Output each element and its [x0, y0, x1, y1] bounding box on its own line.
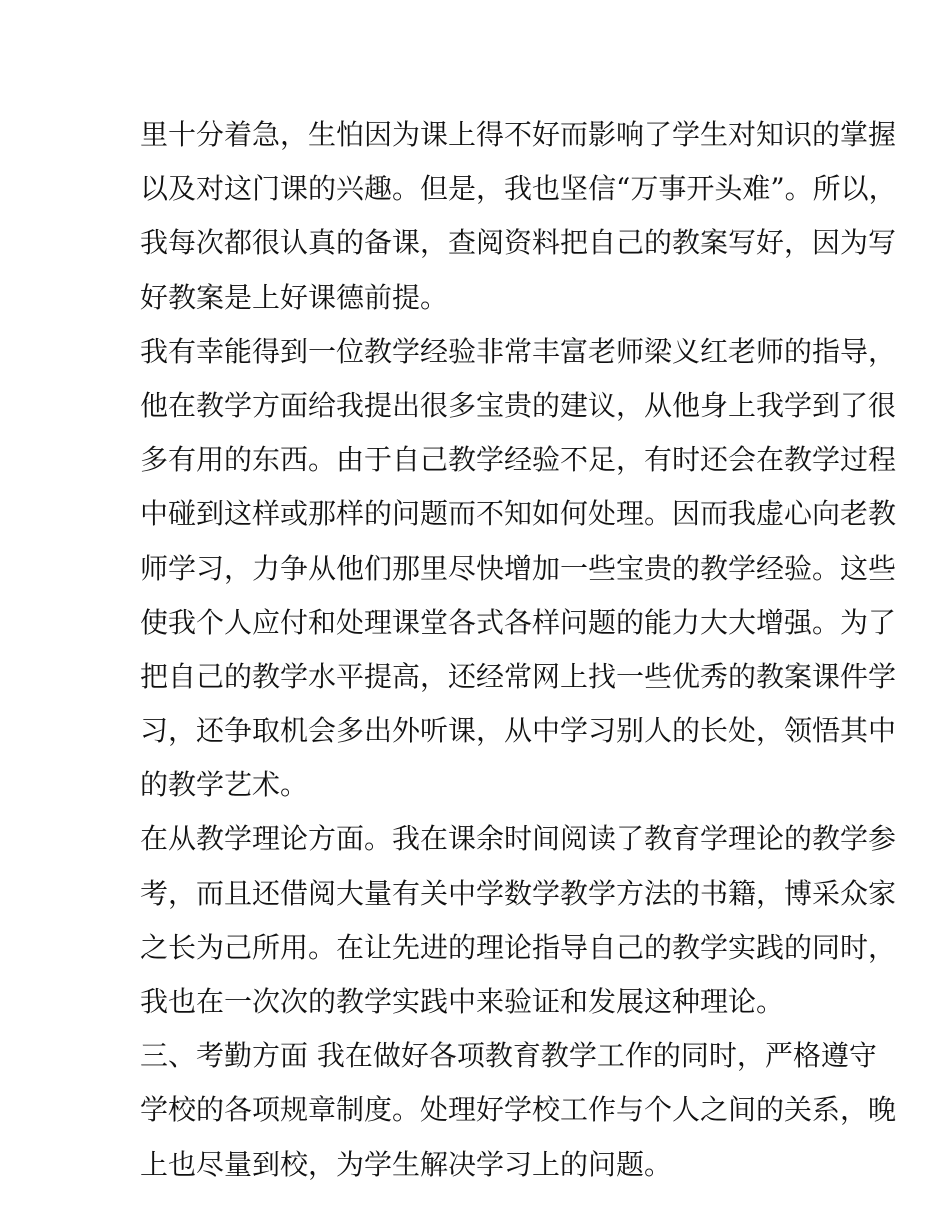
text-line: 的教学艺术。 — [140, 768, 309, 802]
text-line: 中碰到这样或那样的问题而不知如何处理。因而我虚心向老教 — [140, 497, 897, 531]
text-line: 师学习，力争从他们那里尽快增加一些宝贵的教学经验。这些 — [140, 551, 897, 585]
text-line: 好教案是上好课德前提。 — [140, 280, 449, 314]
text-line: 上也尽量到校，为学生解决学习上的问题。 — [140, 1147, 673, 1181]
body-text — [140, 108, 897, 1192]
text-line: 以及对这门课的兴趣。但是，我也坚信“万事开头难”。所以， — [140, 172, 897, 206]
text-line: 他在教学方面给我提出很多宝贵的建议，从他身上我学到了很 — [140, 388, 897, 422]
text-line: 在从教学理论方面。我在课余时间阅读了教育学理论的教学参 — [140, 822, 897, 856]
text-line: 之长为己所用。在让先进的理论指导自己的教学实践的同时， — [140, 930, 897, 964]
text-line: 使我个人应付和处理课堂各式各样问题的能力大大增强。为了 — [140, 605, 897, 639]
text-line: 我每次都很认真的备课，查阅资料把自己的教案写好，因为写 — [140, 226, 897, 260]
text-line: 我有幸能得到一位教学经验非常丰富老师梁义红老师的指导， — [140, 334, 897, 368]
text-line: 多有用的东西。由于自己教学经验不足，有时还会在教学过程 — [140, 443, 897, 477]
text-line: 考，而且还借阅大量有关中学数学教学方法的书籍，博采众家 — [140, 876, 897, 910]
text-line: 我也在一次次的教学实践中来验证和发展这种理论。 — [140, 985, 785, 1018]
text-line: 学校的各项规章制度。处理好学校工作与个人之间的关系，晚 — [140, 1093, 897, 1127]
text-line: 里十分着急，生怕因为课上得不好而影响了学生对知识的掌握 — [140, 118, 897, 151]
text-line: 三、考勤方面 我在做好各项教育教学工作的同时，严格遵守 — [140, 1039, 877, 1073]
text-line: 习，还争取机会多出外听课，从中学习别人的长处，领悟其中 — [140, 714, 897, 748]
text-line: 把自己的教学水平提高，还经常网上找一些优秀的教案课件学 — [140, 659, 897, 693]
